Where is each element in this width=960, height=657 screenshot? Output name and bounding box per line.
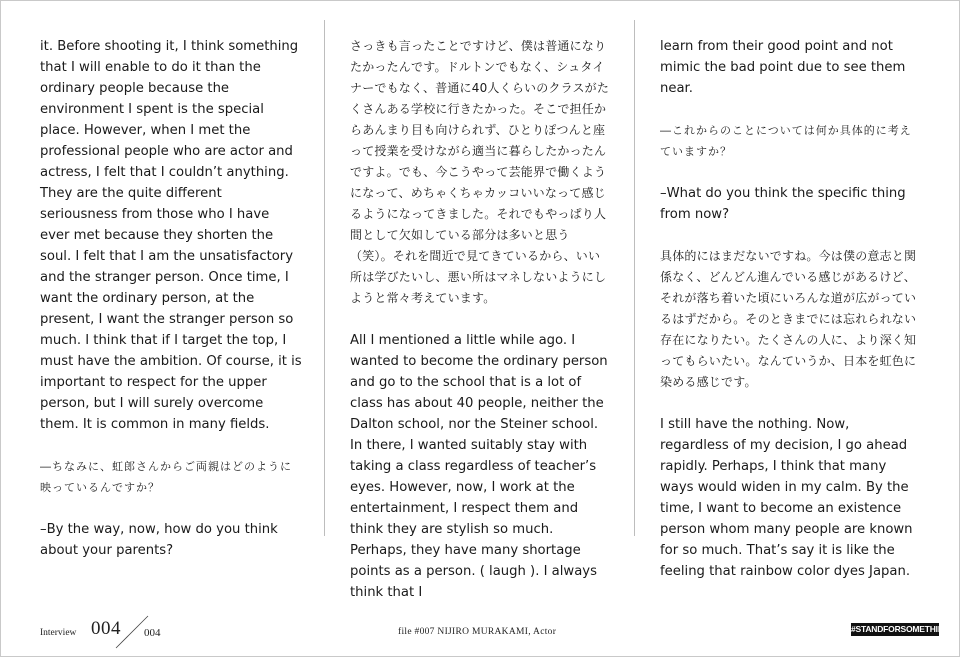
answer-paragraph-ja: さっきも言ったことですけど、僕は普通になりたかったんです。ドルトンでもなく、シュタイナーでもなく、普通に40人くらいのクラスがたくさんある学校に行きたかった。そこで担任からあんまり目も向けられず、ひとりぽつんと座って授業を受けながら適当に暮らしたかったんですよ。でも、今こうやって芸能界で働くようになって、めちゃくちゃカッコいいなって感じるようになってきました。それでもやっぱり人間として欠如している部分は多いと思う（笑）。それを間近で見てきているから、いい所は学びたいし、悪い所はマネしないようにしようと常々考えています。 — [350, 39, 610, 305]
question-ja: ―これからのことについては何か具体的に考えていますか？ — [660, 124, 912, 158]
column-1 — [40, 36, 302, 561]
hashtag-badge: #STANDFORSOMETHING — [851, 624, 951, 634]
page-footer — [0, 600, 960, 657]
question-ja: ―ちなみに、虹郎さんからご両親はどのように映っているんですか？ — [40, 460, 292, 494]
answer-paragraph-en: All I mentioned a little while ago. I wanted to become the ordinary person and go to the school that is a lot of class has about 40 people, neither the Dalton school, nor the Steiner school. In there, I wanted suitably stay with taking a class regardless of teacher’s eyes. However, now, I work at the entertainment, I respect them and think they are stylish so much. Perhaps, they have many shortage points as a person. ( laugh ). I always think that I — [350, 333, 608, 600]
answer-paragraph-en: I still have the nothing. Now, regardless of my decision, I go ahead rapidly. Perhaps, I think that many ways would widen in my calm. By the time, I want to become an existence person whom many people are known for so much. That’s say it is like the feeling that rainbow color dyes Japan. — [660, 417, 913, 579]
footer-section-label: Interview — [40, 628, 77, 638]
answer-paragraph-ja: 具体的にはまだないですね。今は僕の意志と関係なく、どんどん進んでいる感じがあるけど、それが落ち着いた頃にいろんな道が広がっているはずだから。そのときまでには忘れられない存在になりたい。たくさんの人に、より深く知ってもらいたい。なんていうか、日本を虹色に染める感じです。 — [660, 249, 917, 389]
page-total: 004 — [144, 627, 161, 639]
file-caption: file #007 NIJIRO MURAKAMI, Actor — [398, 627, 557, 637]
column-2 — [350, 36, 612, 603]
page-number: 004 — [91, 618, 121, 639]
column-3 — [660, 36, 922, 582]
question-en: –What do you think the specific thing from now? — [660, 186, 906, 222]
answer-paragraph-en: it. Before shooting it, I think something that I will enable to do it than the ordinary people because the environment I spent is the special place. However, when I met the professional people who are actor and actress, I felt that I couldn’t anything. They are the quite different seriousness from those who I have ever met because they shorten the soul. I felt that I am the unsatisfactory and the stranger person. Once time, I want the ordinary person, at the present, I want the stranger person so much. I think that if I target the top, I must have the ambition. Of course, it is important to respect for the upper person, but I will surely overcome them. It is common in many fields. — [40, 39, 302, 432]
column-divider — [634, 20, 635, 536]
answer-paragraph-en: learn from their good point and not mimic the bad point due to see them near. — [660, 39, 906, 96]
question-en: –By the way, now, how do you think about your parents? — [40, 522, 278, 558]
column-divider — [324, 20, 325, 536]
